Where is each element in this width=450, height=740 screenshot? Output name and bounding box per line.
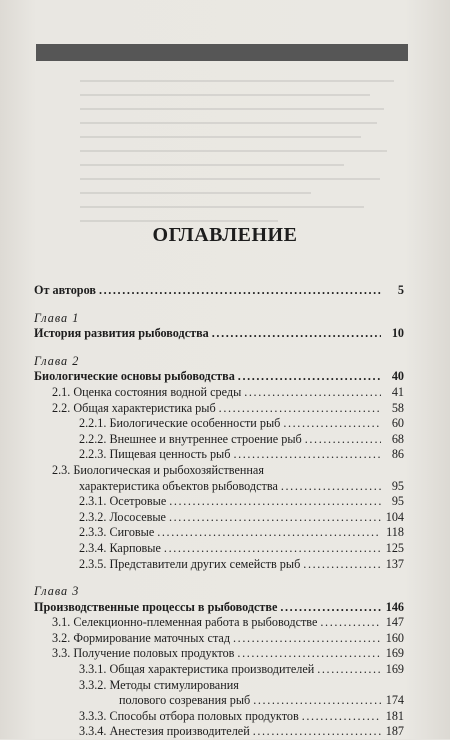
toc-entry-2-3-1[interactable]: 2.3.1. Осетровые ..... 95 bbox=[34, 494, 404, 510]
toc-entry-3-1[interactable]: 3.1. Селекционно-племенная работа в рыбоводстве ..... 147 bbox=[34, 615, 404, 631]
toc-entry-3-2[interactable]: 3.2. Формирование маточных стад ..... 160 bbox=[34, 631, 404, 647]
toc-entry-2-3-line2[interactable]: характеристика объектов рыбоводства ..... 95 bbox=[34, 479, 404, 495]
toc-entry-3-3-2-line2[interactable]: полового созревания рыб ..... 174 bbox=[34, 693, 404, 709]
toc-entry-3-3-2-line1[interactable]: 3.3.2. Методы стимулирования bbox=[79, 677, 239, 692]
toc-entry-authors[interactable]: От авторов ..... 5 bbox=[34, 283, 404, 299]
toc-entry-3-3-1[interactable]: 3.3.1. Общая характеристика производителей ..... 169 bbox=[34, 662, 404, 678]
header-bar bbox=[36, 44, 408, 61]
page-title: ОГЛАВЛЕНИЕ bbox=[152, 224, 298, 246]
toc-entry-2-3-5[interactable]: 2.3.5. Представители других семейств рыб ..... 137 bbox=[34, 557, 404, 573]
chapter-3-heading: Глава 3 bbox=[34, 584, 80, 599]
toc-entry-chapter-2[interactable]: Биологические основы рыбоводства ..... 40 bbox=[34, 369, 404, 385]
toc-entry-2-3-2[interactable]: 2.3.2. Лососевые ..... 104 bbox=[34, 510, 404, 526]
toc-entry-2-3-4[interactable]: 2.3.4. Карповые ..... 125 bbox=[34, 541, 404, 557]
toc-entry-chapter-3[interactable]: Производственные процессы в рыбоводстве ..... 146 bbox=[34, 600, 404, 616]
toc-entry-2-2[interactable]: 2.2. Общая характеристика рыб ..... 58 bbox=[34, 401, 404, 417]
toc-entry-2-1[interactable]: 2.1. Оценка состояния водной среды ..... 41 bbox=[34, 385, 404, 401]
toc-entry-3-3-3[interactable]: 3.3.3. Способы отбора половых продуктов ..... 181 bbox=[34, 709, 404, 725]
toc-entry-2-2-3[interactable]: 2.2.3. Пищевая ценность рыб ..... 86 bbox=[34, 447, 404, 463]
chapter-2-heading: Глава 2 bbox=[34, 353, 80, 368]
toc-entry-2-3-line1[interactable]: 2.3. Биологическая и рыбохозяйственная bbox=[52, 462, 264, 477]
toc-entry-3-3[interactable]: 3.3. Получение половых продуктов ..... 169 bbox=[34, 646, 404, 662]
toc-entry-3-3-4[interactable]: 3.3.4. Анестезия производителей ..... 187 bbox=[34, 724, 404, 740]
toc-entry-chapter-1[interactable]: История развития рыбоводства ..... 10 bbox=[34, 326, 404, 342]
chapter-1-heading: Глава 1 bbox=[34, 310, 80, 325]
toc-entry-2-2-2[interactable]: 2.2.2. Внешнее и внутреннее строение рыб ..... 68 bbox=[34, 432, 404, 448]
toc-entry-2-3-3[interactable]: 2.3.3. Сиговые ..... 118 bbox=[34, 525, 404, 541]
table-of-contents bbox=[34, 283, 404, 740]
toc-entry-2-2-1[interactable]: 2.2.1. Биологические особенности рыб ..... 60 bbox=[34, 416, 404, 432]
